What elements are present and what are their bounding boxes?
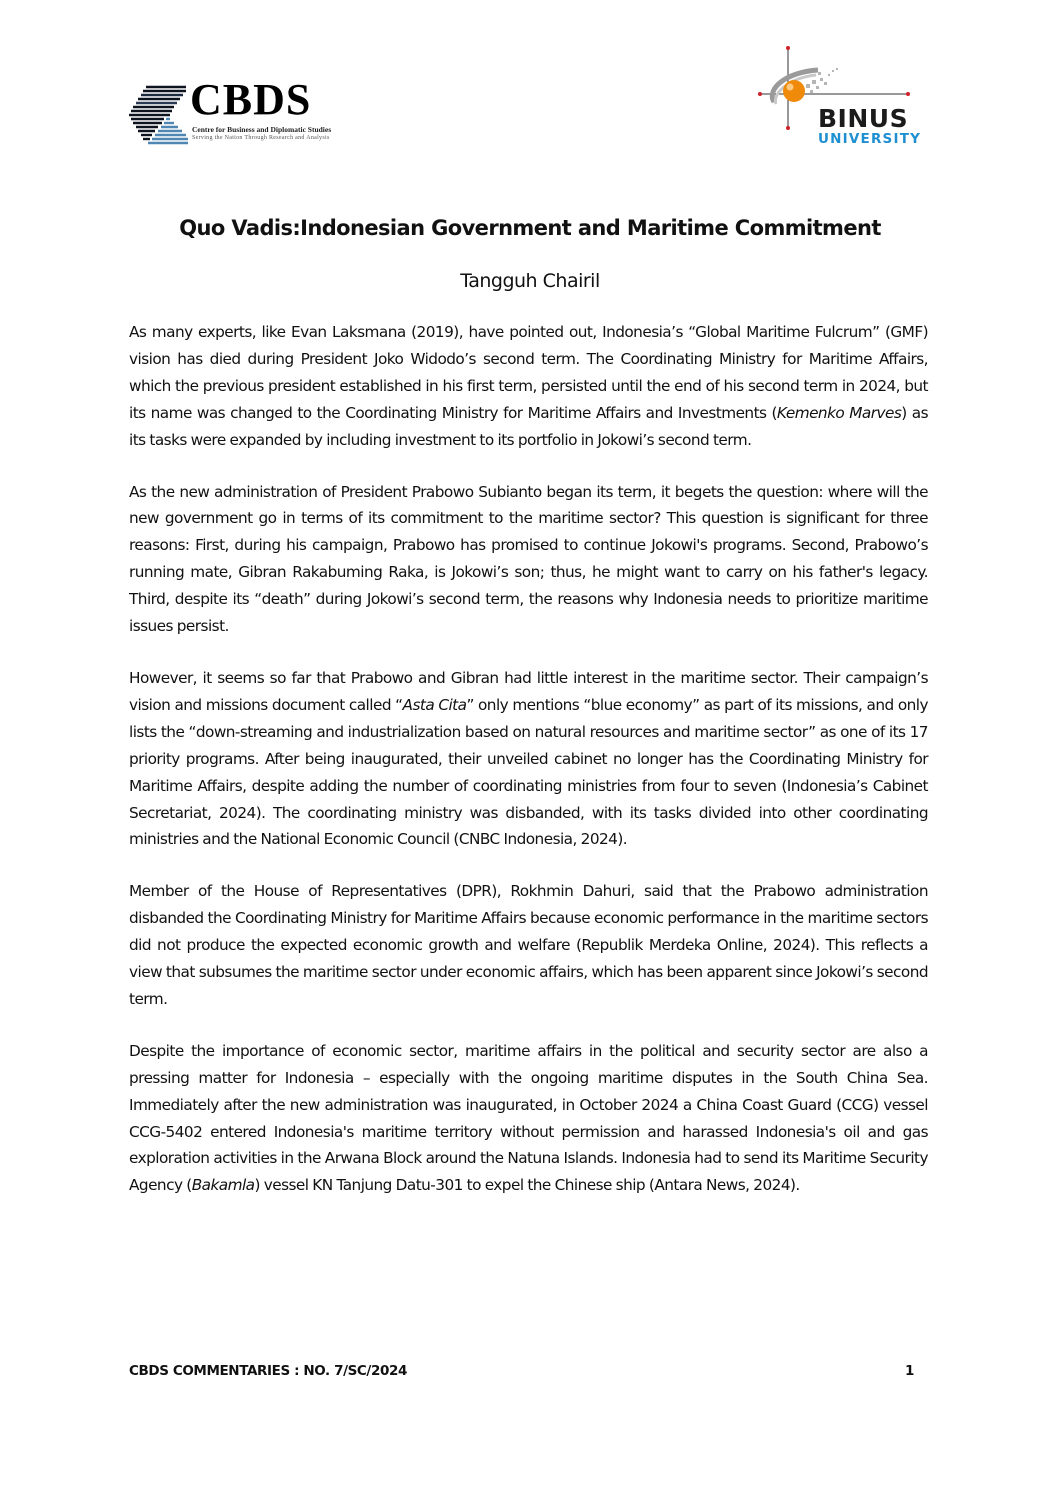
binus-logo — [758, 44, 922, 154]
cbds-tagline: Serving the Nation Through Research and Analysis — [192, 135, 330, 141]
cbds-chevron-stripes-icon — [128, 84, 190, 146]
paragraph-3: However, it seems so far that Prabowo and Gibran had little interest in the maritime sector. Their campaign’s vision and missions document called “Asta Cita” only mentions “blue economy” as part of its missions, and only lists the “down-streaming and industrialization based on natural resources and maritime sector” as one of its 17 priority programs. After being inaugurated, their unveiled cabinet no longer has the Coordinating Ministry for Maritime Affairs, despite adding the number of coordinating ministries from four to seven (Indonesia’s Cabinet Secretariat, 2024). The coordinating ministry was disbanded, with its tasks divided into other coordinating ministries and the National Economic Council (CNBC Indonesia, 2024). — [129, 668, 928, 849]
binus-wordmark: BINUS — [818, 104, 909, 133]
paragraph-2: As the new administration of President Prabowo Subianto began its term, it begets the question: where will the new government go in terms of its commitment to the maritime sector? This question is significant for three reasons: First, during his campaign, Prabowo has promised to continue Jokowi's programs. Second, Prabowo’s running mate, Gibran Rakabuming Raka, is Jokowi’s son; thus, he might want to carry on his father's legacy. Third, despite its “death” during Jokowi’s second term, the reasons why Indonesia needs to prioritize maritime issues persist. — [129, 482, 928, 636]
cbds-logo — [128, 75, 338, 150]
binus-university-label: UNIVERSITY — [818, 131, 922, 147]
italic-term: Kemenko Marves — [776, 403, 902, 422]
italic-term: Asta Cita — [402, 695, 467, 714]
paragraph-5: Despite the importance of economic sector, maritime affairs in the political and security sector are also a pressing matter for Indonesia – especially with the ongoing maritime disputes in the South China Sea. Immediately after the new administration was inaugurated, in October 2024 a China Coast Guard (CCG) vessel CCG-5402 entered Indonesia's maritime territory without permission and harassed Indonesia's oil and gas exploration activities in the Arwana Block around the Natuna Islands. Indonesia had to send its Maritime Security Agency (Bakamla) vessel KN Tanjung Datu-301 to expel the Chinese ship (Antara News, 2024). — [129, 1041, 928, 1195]
document-title: Quo Vadis:Indonesian Government and Maritime Commitment — [179, 216, 881, 240]
document-body — [129, 319, 928, 1224]
paragraph-4: Member of the House of Representatives (DPR), Rokhmin Dahuri, said that the Prabowo administration disbanded the Coordinating Ministry for Maritime Affairs because economic performance in the maritime sectors did not produce the expected economic growth and welfare (Republik Merdeka Online, 2024). This reflects a view that subsumes the maritime sector under economic affairs, which has been apparent since Jokowi’s second term. — [129, 882, 928, 1008]
cbds-wordmark: CBDS — [190, 75, 312, 124]
cbds-subtitle: Centre for Business and Diplomatic Studies — [192, 125, 332, 134]
paragraph-1: As many experts, like Evan Laksmana (2019), have pointed out, Indonesia’s “Global Maritime Fulcrum” (GMF) vision has died during President Joko Widodo’s second term. The Coordinating Ministry for Maritime Affairs, which the previous president established in his first term, persisted until the end of his second term in 2024, but its name was changed to the Coordinating Ministry for Maritime Affairs and Investments (Kemenko Marves) as its tasks were expanded by including investment to its portfolio in Jokowi’s second term. — [129, 323, 928, 449]
footer-series-label: CBDS COMMENTARIES : NO. 7/SC/2024 — [129, 1363, 407, 1379]
italic-term: Bakamla — [191, 1176, 255, 1195]
document-author: Tangguh Chairil — [460, 270, 600, 292]
page-number: 1 — [905, 1363, 915, 1379]
